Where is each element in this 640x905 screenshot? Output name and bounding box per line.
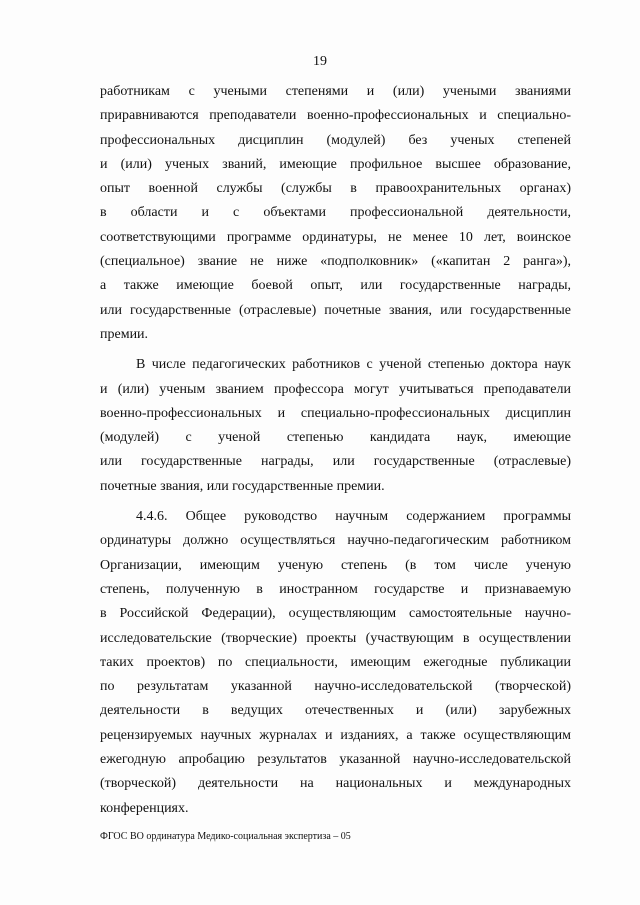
text-line: работникам с учеными степенями и (или) учеными званиями xyxy=(100,84,571,99)
paragraph-2 xyxy=(100,353,571,499)
page-footer: ФГОС ВО ординатура Медико-социальная экспертиза – 05 xyxy=(100,831,351,842)
paragraph-1 xyxy=(100,80,571,347)
text-line: в Российской Федерации), осуществляющим самостоятельные научно- xyxy=(100,606,571,622)
text-line: и (или) ученым званием профессора могут учитываться преподаватели xyxy=(100,381,571,397)
text-line: конференциях. xyxy=(100,800,189,816)
text-line: ординатуры должно осуществляться научно-педагогическим работником xyxy=(100,533,571,549)
text-line: (специальное) звание не ниже «подполковник» («капитан 2 ранга»), xyxy=(100,254,571,270)
text-line: 4.4.6. Общее руководство научным содержанием программы xyxy=(136,509,571,525)
text-line: таких проектов) по специальности, имеющим ежегодные публикации xyxy=(100,654,571,670)
text-line: а также имеющие боевой опыт, или государственные награды, xyxy=(100,278,571,294)
text-line: ежегодную апробацию результатов указанной научно-исследовательской xyxy=(100,752,571,768)
paragraph-3 xyxy=(100,505,571,821)
page-number: 19 xyxy=(313,54,327,69)
text-line: (творческой) деятельности на национальных и международных xyxy=(100,776,571,792)
text-line: (модулей) с ученой степенью кандидата наук, имеющие xyxy=(100,430,571,446)
text-line: или государственные (отраслевые) почетные звания, или государственные xyxy=(100,302,571,318)
text-line: Организации, имеющим ученую степень (в том числе ученую xyxy=(100,557,571,573)
text-line: военно-профессиональных и специально-профессиональных дисциплин xyxy=(100,405,571,421)
text-line: или государственные награды, или государственные (отраслевые) xyxy=(100,454,571,470)
body-text xyxy=(100,80,571,821)
text-line: премии. xyxy=(100,326,149,342)
text-line: исследовательские (творческие) проекты (участвующим в осуществлении xyxy=(100,630,571,646)
text-line: соответствующими программе ординатуры, не менее 10 лет, воинское xyxy=(100,229,571,245)
text-line: степень, полученную в иностранном государстве и признаваемую xyxy=(100,581,571,597)
text-line: в области и с объектами профессиональной деятельности, xyxy=(100,205,571,221)
text-line: рецензируемых научных журналах и изданиях, а также осуществляющим xyxy=(100,727,571,743)
text-line: деятельности в ведущих отечественных и (или) зарубежных xyxy=(100,703,571,719)
text-line: и (или) ученых званий, имеющие профильное высшее образование, xyxy=(100,156,571,172)
text-line: В числе педагогических работников с ученой степенью доктора наук xyxy=(136,357,571,373)
text-line: профессиональных дисциплин (модулей) без ученых степеней xyxy=(100,132,571,148)
text-line: опыт военной службы (службы в правоохранительных органах) xyxy=(100,181,571,197)
text-line: приравниваются преподаватели военно-профессиональных и специально- xyxy=(100,108,571,124)
text-line: по результатам указанной научно-исследовательской (творческой) xyxy=(100,679,571,695)
text-line: почетные звания, или государственные премии. xyxy=(100,478,385,494)
